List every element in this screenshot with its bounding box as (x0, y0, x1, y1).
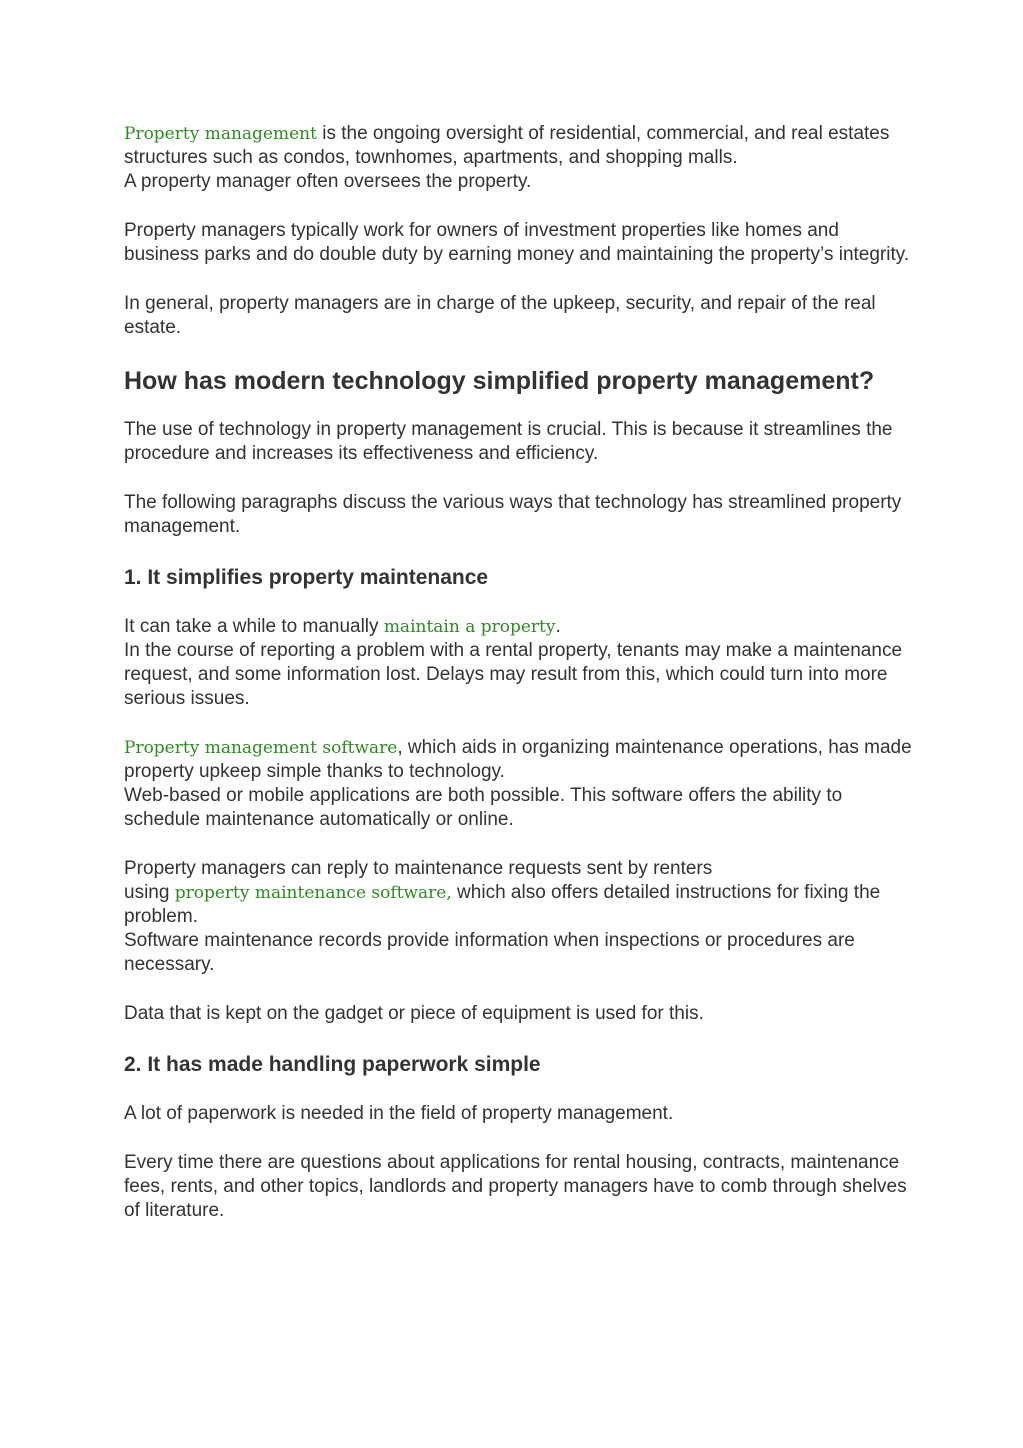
point-1-paragraph-2-line2: Web-based or mobile applications are both possible. This software offers the ability to schedule maintenance automatically or online. (124, 785, 843, 830)
point-1-paragraph-1-line2: In the course of reporting a problem with a rental property, tenants may make a maintenance request, and some information lost. Delays may result from this, which could turn into more serious issues. (124, 640, 903, 709)
point-1-paragraph-3-text1: Property managers can reply to maintenance requests sent by renters (124, 858, 713, 879)
intro-paragraph-1-text: is the ongoing oversight of residential, commercial, and real estates structures such as condos, townhomes, apartments, and shopping malls. (124, 123, 890, 168)
property-management-link[interactable]: Property management (124, 124, 317, 144)
section-paragraph-1: The use of technology in property management is crucial. This is because it streamlines the procedure and increases its effectiveness and efficiency. (124, 419, 893, 464)
maintain-a-property-link[interactable]: maintain a property (383, 617, 556, 637)
point-1-paragraph-3-text3: which also offers detailed instructions for fixing the problem. (124, 882, 881, 927)
point-1-paragraph-2 (124, 736, 914, 832)
point-2-heading: 2. It has made handling paperwork simple (124, 1053, 541, 1076)
point-1-paragraph-3 (124, 857, 914, 977)
point-1-paragraph-1-end: . (555, 616, 561, 637)
point-1-heading: 1. It simplifies property maintenance (124, 566, 489, 589)
intro-paragraph-1-line2: A property manager often oversees the property. (124, 171, 532, 192)
intro-paragraph-3: In general, property managers are in charge of the upkeep, security, and repair of the real estate. (124, 293, 876, 338)
section-heading: How has modern technology simplified property management? (124, 367, 875, 395)
section-paragraph-2: The following paragraphs discuss the various ways that technology has streamlined property management. (124, 492, 902, 537)
article-body (124, 122, 914, 1223)
property-management-software-link[interactable]: Property management software (124, 738, 398, 758)
intro-paragraph-2: Property managers typically work for owners of investment properties like homes and business parks and do double duty by earning money and maintaining the property’s integrity. (124, 220, 910, 265)
point-1-paragraph-1 (124, 615, 914, 711)
property-maintenance-software-link[interactable]: property maintenance software, (174, 883, 452, 903)
point-1-paragraph-2-text: , which aids in organizing maintenance operations, has made property upkeep simple thanks to technology. (124, 737, 912, 782)
point-1-paragraph-4: Data that is kept on the gadget or piece of equipment is used for this. (124, 1003, 704, 1024)
point-1-paragraph-3-text2: using (124, 882, 175, 903)
point-2-paragraph-2: Every time there are questions about applications for rental housing, contracts, maintenance fees, rents, and other topics, landlords and property managers have to comb through shelves of literature. (124, 1152, 907, 1221)
point-1-paragraph-3-line2: Software maintenance records provide information when inspections or procedures are necessary. (124, 930, 855, 975)
intro-paragraph-1 (124, 122, 914, 194)
point-1-paragraph-1-text: It can take a while to manually (124, 616, 384, 637)
point-2-paragraph-1: A lot of paperwork is needed in the field of property management. (124, 1103, 674, 1124)
